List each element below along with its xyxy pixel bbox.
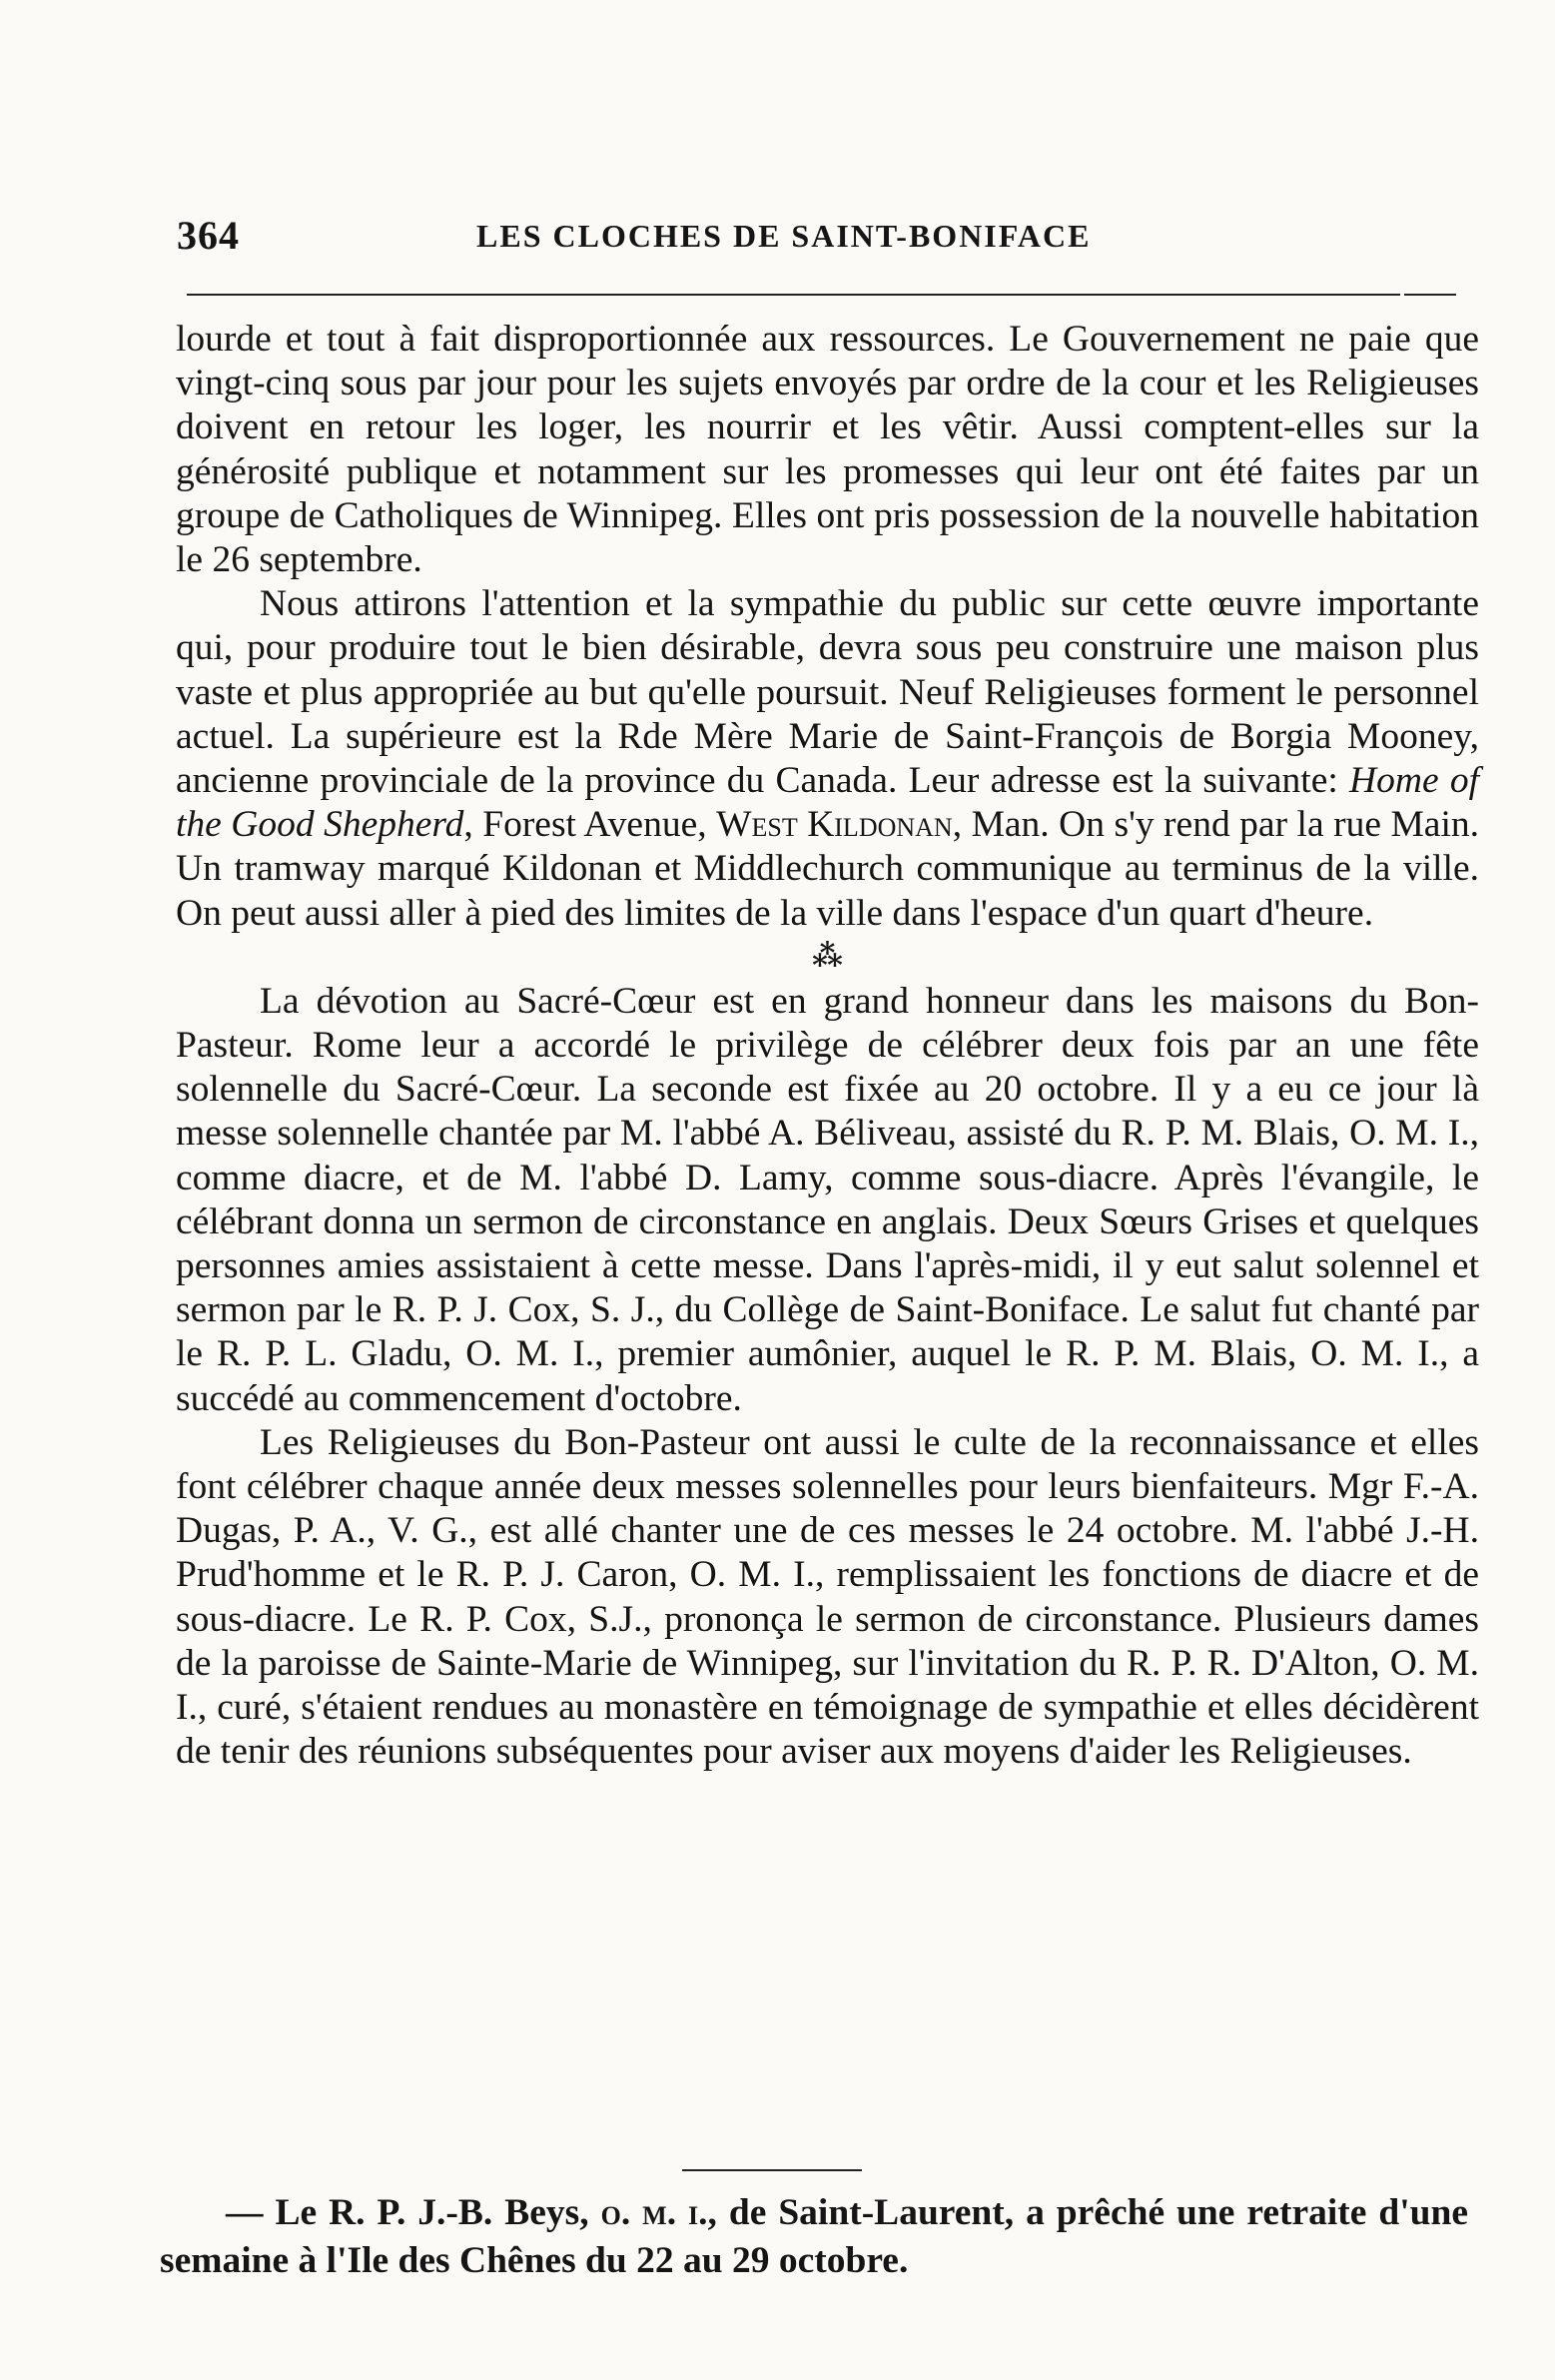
running-title: LES CLOCHES DE SAINT-BONIFACE [476, 218, 1092, 254]
header-rule-end [1404, 294, 1456, 296]
paragraph-2-italic: Home of the Good Shepherd [176, 760, 1479, 846]
paragraph-2-end: , Man. On s'y rend par la rue Main. Un tramway marqué Kildonan et Middlechurch communique au terminus de la ville. On peut aussi aller à pied des limites de la ville dans l'espace d'un quart d'heure. [176, 804, 1479, 934]
page-number: 364 [177, 213, 240, 258]
footnote-paragraph [160, 2189, 1468, 2285]
paragraph-3: La dévotion au Sacré-Cœur est en grand honneur dans les maisons du Bon-Pasteur. Rome leur a accordé le privilège de célébrer deux fois par an une fête solennelle du Sacré-Cœur. La seconde est fixée au 20 octobre. Il y a eu ce jour là messe solennelle chantée par M. l'abbé A. Béliveau, assisté du R. P. M. Blais, O. M. I., comme diacre, et de M. l'abbé D. Lamy, comme sous-diacre. Après l'évangile, le célébrant donna un sermon de circonstance en anglais. Deux Sœurs Grises et quelques personnes amies assistaient à cette messe. Dans l'après-midi, il y eut salut solennel et sermon par le R. P. J. Cox, S. J., du Collège de Saint-Boniface. Le salut fut chanté par le R. P. L. Gladu, O. M. I., premier aumônier, auquel le R. P. M. Blais, O. M. I., a succédé au commencement d'octobre. [176, 980, 1479, 1419]
paragraph-2-mid: , Forest Avenue, [463, 804, 717, 846]
page-header [177, 212, 1475, 272]
footnote-start: — Le R. P. J.-B. Beys, [226, 2192, 601, 2233]
paragraph-2 [176, 582, 1479, 936]
header-rule [187, 294, 1400, 296]
paragraph-4: Les Religieuses du Bon-Pasteur ont aussi le culte de la reconnaissance et elles font célébrer chaque année deux messes solennelles pour leurs bienfaiteurs. Mgr F.-A. Dugas, P. A., V. G., est allé chanter une de ces messes le 24 octobre. M. l'abbé J.-H. Prud'homme et le R. P. J. Caron, O. M. I., remplissaient les fonctions de diacre et de sous-diacre. Le R. P. Cox, S.J., prononça le sermon de circonstance. Plusieurs dames de la paroisse de Sainte-Marie de Winnipeg, sur l'invitation du R. P. R. D'Alton, O. M. I., curé, s'étaient rendues au monastère en témoignage de sympathie et elles décidèrent de tenir des réunions subséquentes pour aviser aux moyens d'aider les Religieuses. [176, 1421, 1479, 1773]
paragraph-2-start: Nous attirons l'attention et la sympathie du public sur cette œuvre importante qui, pour produire tout le bien désirable, devra sous peu construire une maison plus vaste et plus appropriée au but qu'elle poursuit. Neuf Religieuses forment le personnel actuel. La supérieure est la Rde Mère Marie de Saint-François de Borgia Mooney, ancienne provinciale de la province du Canada. Leur adresse est la suivante: [176, 583, 1479, 802]
footnote-order: o. m. i. [600, 2192, 708, 2233]
footnote [160, 2189, 1468, 2285]
footnote-rule [682, 2169, 862, 2171]
paragraph-2-smallcaps: West Kildonan [716, 804, 953, 846]
body-text [176, 318, 1479, 1775]
footnote-end: , de Saint-Laurent, a prêché une retraite d'une semaine à l'Ile des Chênes du 22 au 29 octobre. [160, 2192, 1469, 2281]
paragraph-1: lourde et tout à fait disproportionnée aux ressources. Le Gouvernement ne paie que vingt-cinq sous par jour pour les sujets envoyés par ordre de la cour et les Religieuses doivent en retour les loger, les nourrir et les vêtir. Aussi comptent-elles sur la générosité publique et notamment sur les promesses qui leur ont été faites par un groupe de Catholiques de Winnipeg. Elles ont pris possession de la nouvelle habitation le 26 septembre. [176, 319, 1479, 581]
asterism: ⁂ [812, 939, 843, 973]
